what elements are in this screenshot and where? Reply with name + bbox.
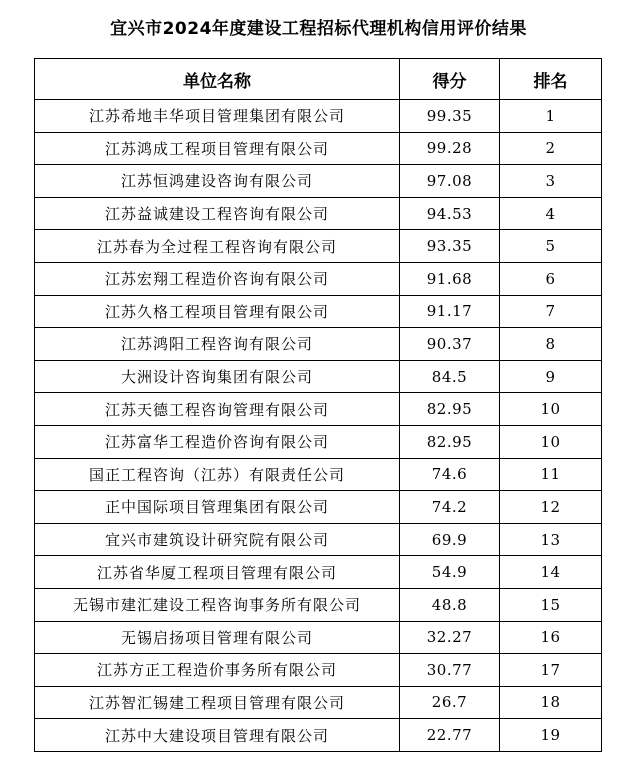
rank-cell: 5 xyxy=(500,230,602,263)
table-row xyxy=(35,458,602,491)
table-row xyxy=(35,425,602,458)
table-row xyxy=(35,393,602,426)
header-rank: 排名 xyxy=(500,59,602,100)
company-name-cell: 江苏春为全过程工程咨询有限公司 xyxy=(35,230,400,263)
company-name-cell: 大洲设计咨询集团有限公司 xyxy=(35,360,400,393)
score-cell: 74.6 xyxy=(400,458,500,491)
rank-cell: 1 xyxy=(500,100,602,133)
company-name-cell: 江苏鸿成工程项目管理有限公司 xyxy=(35,132,400,165)
rank-cell: 18 xyxy=(500,686,602,719)
rank-cell: 4 xyxy=(500,197,602,230)
score-cell: 84.5 xyxy=(400,360,500,393)
table-row xyxy=(35,588,602,621)
score-cell: 30.77 xyxy=(400,654,500,687)
table-header xyxy=(35,59,602,100)
score-cell: 90.37 xyxy=(400,328,500,361)
company-name-cell: 江苏宏翔工程造价咨询有限公司 xyxy=(35,262,400,295)
table-row xyxy=(35,654,602,687)
table-row xyxy=(35,360,602,393)
table-row xyxy=(35,197,602,230)
company-name-cell: 无锡市建汇建设工程咨询事务所有限公司 xyxy=(35,588,400,621)
rank-cell: 14 xyxy=(500,556,602,589)
score-cell: 69.9 xyxy=(400,523,500,556)
rank-cell: 7 xyxy=(500,295,602,328)
table-row xyxy=(35,100,602,133)
score-cell: 22.77 xyxy=(400,719,500,752)
rank-cell: 6 xyxy=(500,262,602,295)
rank-cell: 11 xyxy=(500,458,602,491)
score-cell: 82.95 xyxy=(400,393,500,426)
score-cell: 99.28 xyxy=(400,132,500,165)
company-name-cell: 无锡启扬项目管理有限公司 xyxy=(35,621,400,654)
rank-cell: 8 xyxy=(500,328,602,361)
table-row xyxy=(35,686,602,719)
company-name-cell: 江苏天德工程咨询管理有限公司 xyxy=(35,393,400,426)
rank-cell: 12 xyxy=(500,491,602,524)
rank-cell: 16 xyxy=(500,621,602,654)
table-row xyxy=(35,523,602,556)
table-row xyxy=(35,132,602,165)
company-name-cell: 江苏鸿阳工程咨询有限公司 xyxy=(35,328,400,361)
company-name-cell: 江苏久格工程项目管理有限公司 xyxy=(35,295,400,328)
table-row xyxy=(35,262,602,295)
score-cell: 32.27 xyxy=(400,621,500,654)
rank-cell: 15 xyxy=(500,588,602,621)
score-cell: 94.53 xyxy=(400,197,500,230)
table-row xyxy=(35,556,602,589)
results-table xyxy=(34,58,602,752)
header-company-name: 单位名称 xyxy=(35,59,400,100)
table-row xyxy=(35,230,602,263)
company-name-cell: 江苏中大建设项目管理有限公司 xyxy=(35,719,400,752)
score-cell: 74.2 xyxy=(400,491,500,524)
table-row xyxy=(35,621,602,654)
table-body xyxy=(35,100,602,752)
company-name-cell: 江苏省华厦工程项目管理有限公司 xyxy=(35,556,400,589)
company-name-cell: 国正工程咨询（江苏）有限责任公司 xyxy=(35,458,400,491)
document-title: 宜兴市2024年度建设工程招标代理机构信用评价结果 xyxy=(110,19,527,39)
header-score: 得分 xyxy=(400,59,500,100)
score-cell: 93.35 xyxy=(400,230,500,263)
company-name-cell: 正中国际项目管理集团有限公司 xyxy=(35,491,400,524)
table-row xyxy=(35,328,602,361)
rank-cell: 2 xyxy=(500,132,602,165)
header-row xyxy=(35,59,602,100)
company-name-cell: 江苏恒鸿建设咨询有限公司 xyxy=(35,165,400,198)
rank-cell: 3 xyxy=(500,165,602,198)
table-row xyxy=(35,491,602,524)
company-name-cell: 江苏益诚建设工程咨询有限公司 xyxy=(35,197,400,230)
score-cell: 91.68 xyxy=(400,262,500,295)
table-row xyxy=(35,165,602,198)
score-cell: 97.08 xyxy=(400,165,500,198)
score-cell: 91.17 xyxy=(400,295,500,328)
table-row xyxy=(35,719,602,752)
rank-cell: 19 xyxy=(500,719,602,752)
rank-cell: 10 xyxy=(500,393,602,426)
rank-cell: 10 xyxy=(500,425,602,458)
company-name-cell: 江苏智汇锡建工程项目管理有限公司 xyxy=(35,686,400,719)
table-row xyxy=(35,295,602,328)
company-name-cell: 江苏方正工程造价事务所有限公司 xyxy=(35,654,400,687)
score-cell: 82.95 xyxy=(400,425,500,458)
rank-cell: 17 xyxy=(500,654,602,687)
rank-cell: 13 xyxy=(500,523,602,556)
rank-cell: 9 xyxy=(500,360,602,393)
score-cell: 48.8 xyxy=(400,588,500,621)
company-name-cell: 江苏希地丰华项目管理集团有限公司 xyxy=(35,100,400,133)
score-cell: 99.35 xyxy=(400,100,500,133)
company-name-cell: 江苏富华工程造价咨询有限公司 xyxy=(35,425,400,458)
score-cell: 26.7 xyxy=(400,686,500,719)
score-cell: 54.9 xyxy=(400,556,500,589)
company-name-cell: 宜兴市建筑设计研究院有限公司 xyxy=(35,523,400,556)
